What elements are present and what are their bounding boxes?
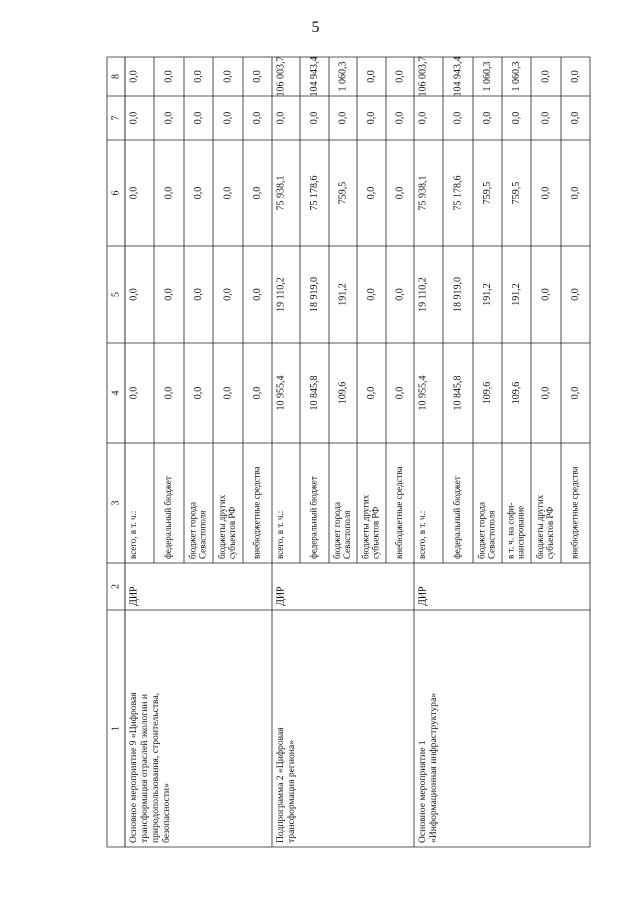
budget-value-cell: 1 060,3 xyxy=(481,61,493,92)
budget-value-cell: 0,0 xyxy=(163,288,175,301)
budget-value-cell: 0,0 xyxy=(569,288,581,301)
column-number-header: 1 xyxy=(110,726,122,731)
budget-value-cell: 0,0 xyxy=(569,111,581,125)
budget-value-cell: 75 938,1 xyxy=(417,175,429,211)
budget-value-cell: 0,0 xyxy=(394,186,406,200)
column-number-header: 4 xyxy=(110,390,122,396)
budget-value-cell: 0,0 xyxy=(192,111,204,125)
funding-source-label: внебюджетные средства xyxy=(569,466,580,559)
budget-value-cell: 0,0 xyxy=(128,288,140,301)
funding-source-label: бюджеты других xyxy=(535,494,546,559)
budget-value-cell: 0,0 xyxy=(192,288,204,301)
executor-label: ДИР xyxy=(275,586,287,606)
budget-value-cell: 0,0 xyxy=(365,70,377,83)
budget-value-cell: 0,0 xyxy=(337,111,349,125)
budget-value-cell: 0,0 xyxy=(452,111,464,125)
budget-value-cell: 106 003,7 xyxy=(275,56,287,97)
column-number-header: 5 xyxy=(110,292,122,297)
funding-source-label: бюджет города xyxy=(332,502,343,559)
budget-value-cell: 0,0 xyxy=(251,186,263,200)
budget-value-cell: 0,0 xyxy=(192,386,204,400)
budget-value-cell: 75 938,1 xyxy=(275,175,287,211)
budget-value-cell: 0,0 xyxy=(128,186,140,200)
budget-value-cell: 0,0 xyxy=(251,386,263,400)
budget-value-cell: 0,0 xyxy=(540,111,552,125)
group-name-line: Основное мероприятие 1 xyxy=(417,740,429,843)
budget-value-cell: 18 919,0 xyxy=(452,277,464,312)
budget-value-cell: 0,0 xyxy=(365,386,377,400)
budget-value-cell: 0,0 xyxy=(128,111,140,125)
group-name-line: «Информационная инфраструктура» xyxy=(428,692,440,843)
budget-value-cell: 0,0 xyxy=(192,186,204,200)
budget-value-cell: 0,0 xyxy=(394,386,406,400)
budget-value-cell: 19 110,2 xyxy=(275,277,287,312)
column-number-header: 7 xyxy=(110,115,122,121)
budget-value-cell: 10 845,8 xyxy=(452,375,464,411)
budget-value-cell: 0,0 xyxy=(163,111,175,125)
funding-source-label: федеральный бюджет xyxy=(163,476,174,559)
budget-value-cell: 759,5 xyxy=(510,181,522,205)
page-number: 5 xyxy=(311,19,320,36)
funding-source-label: нансирование xyxy=(515,505,526,559)
budget-value-cell: 0,0 xyxy=(481,111,493,125)
budget-value-cell: 191,2 xyxy=(481,283,493,306)
group-name-line: Основное мероприятие 9 «Цифровая xyxy=(128,692,140,843)
budget-value-cell: 19 110,2 xyxy=(417,277,429,312)
budget-value-cell: 0,0 xyxy=(394,111,406,125)
column-number-header: 6 xyxy=(110,190,122,196)
funding-source-label: субъектов РФ xyxy=(370,506,381,559)
column-number-header: 8 xyxy=(110,74,122,79)
executor-label: ДИР xyxy=(128,586,140,606)
budget-value-cell: 0,0 xyxy=(222,70,234,83)
budget-value-cell: 1 060,3 xyxy=(337,61,349,92)
funding-source-label: Севастополя xyxy=(197,510,208,559)
funding-source-label: всего, в т. ч.: xyxy=(275,510,286,559)
budget-value-cell: 0,0 xyxy=(540,70,552,83)
funding-source-label: Севастополя xyxy=(486,510,497,559)
budget-value-cell: 0,0 xyxy=(365,288,377,301)
budget-value-cell: 0,0 xyxy=(222,386,234,400)
budget-value-cell: 0,0 xyxy=(365,186,377,200)
budget-value-cell: 109,6 xyxy=(510,381,522,405)
funding-source-label: бюджеты других xyxy=(360,494,371,559)
budget-value-cell: 0,0 xyxy=(569,70,581,83)
budget-value-cell: 0,0 xyxy=(222,186,234,200)
budget-value-cell: 0,0 xyxy=(417,111,429,125)
budget-value-cell: 0,0 xyxy=(275,111,287,125)
funding-source-label: всего, в т. ч.: xyxy=(128,510,139,559)
group-name-line: трансформация отраслей экологии и xyxy=(139,693,151,843)
budget-value-cell: 0,0 xyxy=(510,111,522,125)
budget-value-cell: 759,5 xyxy=(481,181,493,205)
budget-value-cell: 10 955,4 xyxy=(417,375,429,411)
column-number-header: 3 xyxy=(110,500,122,506)
budget-value-cell: 0,0 xyxy=(163,386,175,400)
budget-value-cell: 0,0 xyxy=(163,70,175,83)
budget-value-cell: 0,0 xyxy=(128,386,140,400)
budget-value-cell: 10 845,8 xyxy=(308,375,320,411)
budget-value-cell: 0,0 xyxy=(394,288,406,301)
funding-source-label: внебюджетные средства xyxy=(251,466,262,559)
funding-source-label: бюджет города xyxy=(476,502,487,559)
budget-value-cell: 0,0 xyxy=(163,186,175,200)
budget-value-cell: 759,5 xyxy=(337,181,349,205)
budget-value-cell: 0,0 xyxy=(222,111,234,125)
budget-value-cell: 0,0 xyxy=(222,288,234,301)
budget-value-cell: 0,0 xyxy=(251,70,263,83)
budget-value-cell: 18 919,0 xyxy=(308,277,320,312)
budget-value-cell: 0,0 xyxy=(192,70,204,83)
budget-value-cell: 104 943,4 xyxy=(452,56,464,97)
budget-value-cell: 0,0 xyxy=(540,288,552,301)
budget-value-cell: 1 060,3 xyxy=(510,61,522,92)
funding-source-label: субъектов РФ xyxy=(227,506,238,559)
executor-label: ДИР xyxy=(417,586,429,606)
budget-value-cell: 0,0 xyxy=(251,288,263,301)
budget-value-cell: 0,0 xyxy=(251,111,263,125)
budget-value-cell: 106 003,7 xyxy=(417,56,429,97)
budget-value-cell: 0,0 xyxy=(308,111,320,125)
budget-value-cell: 191,2 xyxy=(337,283,349,306)
budget-value-cell: 0,0 xyxy=(540,386,552,400)
funding-source-label: Севастополя xyxy=(342,510,353,559)
group-name-line: природопользования, строительства, xyxy=(150,692,162,843)
budget-value-cell: 75 178,6 xyxy=(308,175,320,211)
budget-value-cell: 75 178,6 xyxy=(452,175,464,211)
funding-source-label: всего, в т. ч.: xyxy=(417,510,428,559)
funding-source-label: бюджеты других xyxy=(217,494,228,559)
funding-source-label: федеральный бюджет xyxy=(308,476,319,559)
budget-value-cell: 0,0 xyxy=(569,186,581,200)
group-name-line: Подпрограмма 2 «Цифровая xyxy=(275,727,287,843)
budget-value-cell: 109,6 xyxy=(337,381,349,405)
budget-value-cell: 0,0 xyxy=(394,70,406,83)
budget-value-cell: 0,0 xyxy=(540,186,552,200)
budget-value-cell: 0,0 xyxy=(128,70,140,83)
funding-source-label: федеральный бюджет xyxy=(452,476,463,559)
funding-source-label: субъектов РФ xyxy=(545,506,556,559)
budget-value-cell: 104 943,4 xyxy=(308,56,320,97)
funding-source-label: в т. ч. на софи- xyxy=(505,502,516,559)
funding-source-label: бюджет города xyxy=(187,502,198,559)
budget-value-cell: 0,0 xyxy=(365,111,377,125)
column-number-header: 2 xyxy=(110,584,122,589)
group-name-line: трансформация региона» xyxy=(286,740,298,843)
group-name-line: безопасности» xyxy=(161,783,173,843)
budget-value-cell: 109,6 xyxy=(481,381,493,405)
budget-value-cell: 10 955,4 xyxy=(275,375,287,411)
budget-value-cell: 191,2 xyxy=(510,283,522,306)
budget-value-cell: 0,0 xyxy=(569,386,581,400)
funding-source-label: внебюджетные средства xyxy=(394,466,405,559)
